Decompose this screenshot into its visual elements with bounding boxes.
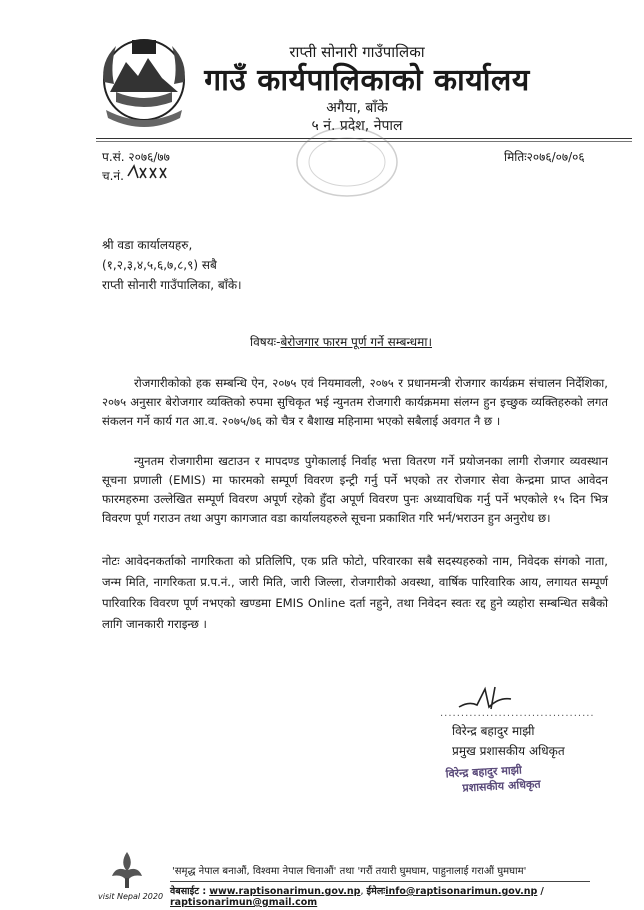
email-link-2[interactable]: raptisonarimun@gmail.com	[170, 897, 318, 908]
signature-line: .....................................	[440, 708, 595, 719]
dispatch-number-handwritten-icon	[126, 162, 172, 182]
letter-date: मितिः२०७६/०७/०६	[504, 150, 585, 164]
stamp-line-1: विरेन्द्र बहादुर माझी	[445, 763, 523, 781]
note-paragraph: नोटः आवेदनकर्ताको नागरिकता को प्रतिलिपि, एक प्रति फोटो, परिवारका सबै सदस्यहरुको नाम, निवेदक संगको नाता, जन्म मिति, नागरिकता प्र.प.नं., जारी मिति, जारी जिल्ला, रोजगारीको अवस्था, वार्षिक पारिवारिक आय, लगायत सम्पूर्ण पारिवारिक विवरण पूर्ण नभएको खण्डमा EMIS Online दर्ता नहुने, तथा निवेदन स्वतः रद्द हुने व्यहोरा सम्बन्धित सबैको लागि जानकारी गराइन्छ ।	[102, 554, 608, 631]
email-label: ईमेलः	[366, 886, 386, 897]
subject-line	[250, 333, 432, 350]
signatory-title: प्रमुख प्रशासकीय अधिकृत	[452, 744, 565, 758]
subject-text: बेरोजगार फारम पूर्ण गर्ने सम्बन्धमा।	[280, 335, 432, 349]
office-title: गाउँ कार्यपालिकाको कार्यालय	[204, 63, 530, 98]
dispatch-number-label: च.नं.	[102, 169, 124, 183]
name-stamp	[437, 759, 549, 799]
paragraph-text: रोजगारीकोको हक सम्बन्धि ऐन, २०७५ एवं नियमावली, २०७५ र प्रधानमन्त्री रोजगार कार्यक्रम संचालन निर्देशिका, २०७५ अनुसार बेरोजगार व्यक्तिको रुपमा सुचिकृत भई न्युनतम रोजगारी कार्यक्रममा संलग्न हुन इच्छुक व्यक्तिहरुको लगत संकलन गर्ने कार्य गत आ.व. २०७५/७६ को चैत्र र बैशाख महिनामा भएको सबैलाई अवगत नै छ ।	[102, 376, 608, 428]
email-link[interactable]: info@raptisonarimun.gov.np	[385, 886, 538, 897]
paragraph-text: न्युनतम रोजगारीमा खटाउन र मापदण्ड पुगेकालाई निर्वाह भत्ता वितरण गर्ने प्रयोजनका लागी रोजगार व्यवस्थान सूचना प्रणाली (EMIS) मा फारमको सम्पूर्ण विवरण इन्ट्री गर्नु पर्ने भएको तर रोजगार सेवा केन्द्रमा प्राप्त आवेदन फारमहरुमा उल्लेखित सम्पूर्ण विवरण अपूर्ण रहेको हुँदा अपूर्ण विवरण पुनः अध्यावधिक गर्नु पर्ने भएकोले १५ दिन भित्र विवरण पूर्ण गराउन तथा अपुग कागजात वडा कार्यालयहरुले सूचना प्रकाशित गरि भर्न/भराउन हुन अनुरोध छ।	[102, 454, 608, 525]
addressee-line-2: (१,२,३,४,५,६,७,८,९) सबै	[102, 258, 217, 272]
office-province: ५ नं. प्रदेश, नेपाल	[311, 118, 403, 134]
stamp-line-2: प्रशासकीय अधिकृत	[462, 777, 541, 795]
addressee-line-3: राप्ती सोनारी गाउँपालिका, बाँके।	[102, 278, 242, 292]
footer-contact: वेबसाईट : www.raptisonarimun.gov.np, ईमेलःinfo@raptisonarimun.gov.np / raptisonarimun@gmail.com	[170, 886, 544, 908]
body-paragraph-2	[102, 452, 608, 528]
subject-label: विषयः-	[250, 335, 281, 349]
municipality-name: राप्ती सोनारी गाउँपालिका	[289, 43, 425, 61]
office-seal-icon	[292, 122, 402, 202]
footer-slogan: 'समृद्ध नेपाल बनाऔं, विश्वमा नेपाल चिनाऔं' तथा 'गरौं तयारी घुमघाम, पाहुनालाई गराऔं घुमघाम'	[172, 866, 527, 877]
addressee-line-1: श्री वडा कार्यालयहरु,	[102, 238, 193, 252]
letter-number: प.सं. २०७६/७७	[102, 150, 170, 164]
body-paragraph-1	[102, 374, 608, 431]
website-link[interactable]: www.raptisonarimun.gov.np	[209, 886, 361, 897]
website-label: वेबसाईट :	[170, 886, 207, 897]
footer-divider	[170, 881, 590, 882]
email-separator: /	[540, 886, 544, 897]
office-location: अगैया, बाँके	[326, 100, 388, 116]
signatory-name: विरेन्द्र बहादुर माझी	[452, 724, 535, 738]
visit-nepal-text: visit Nepal 2020	[98, 892, 164, 901]
